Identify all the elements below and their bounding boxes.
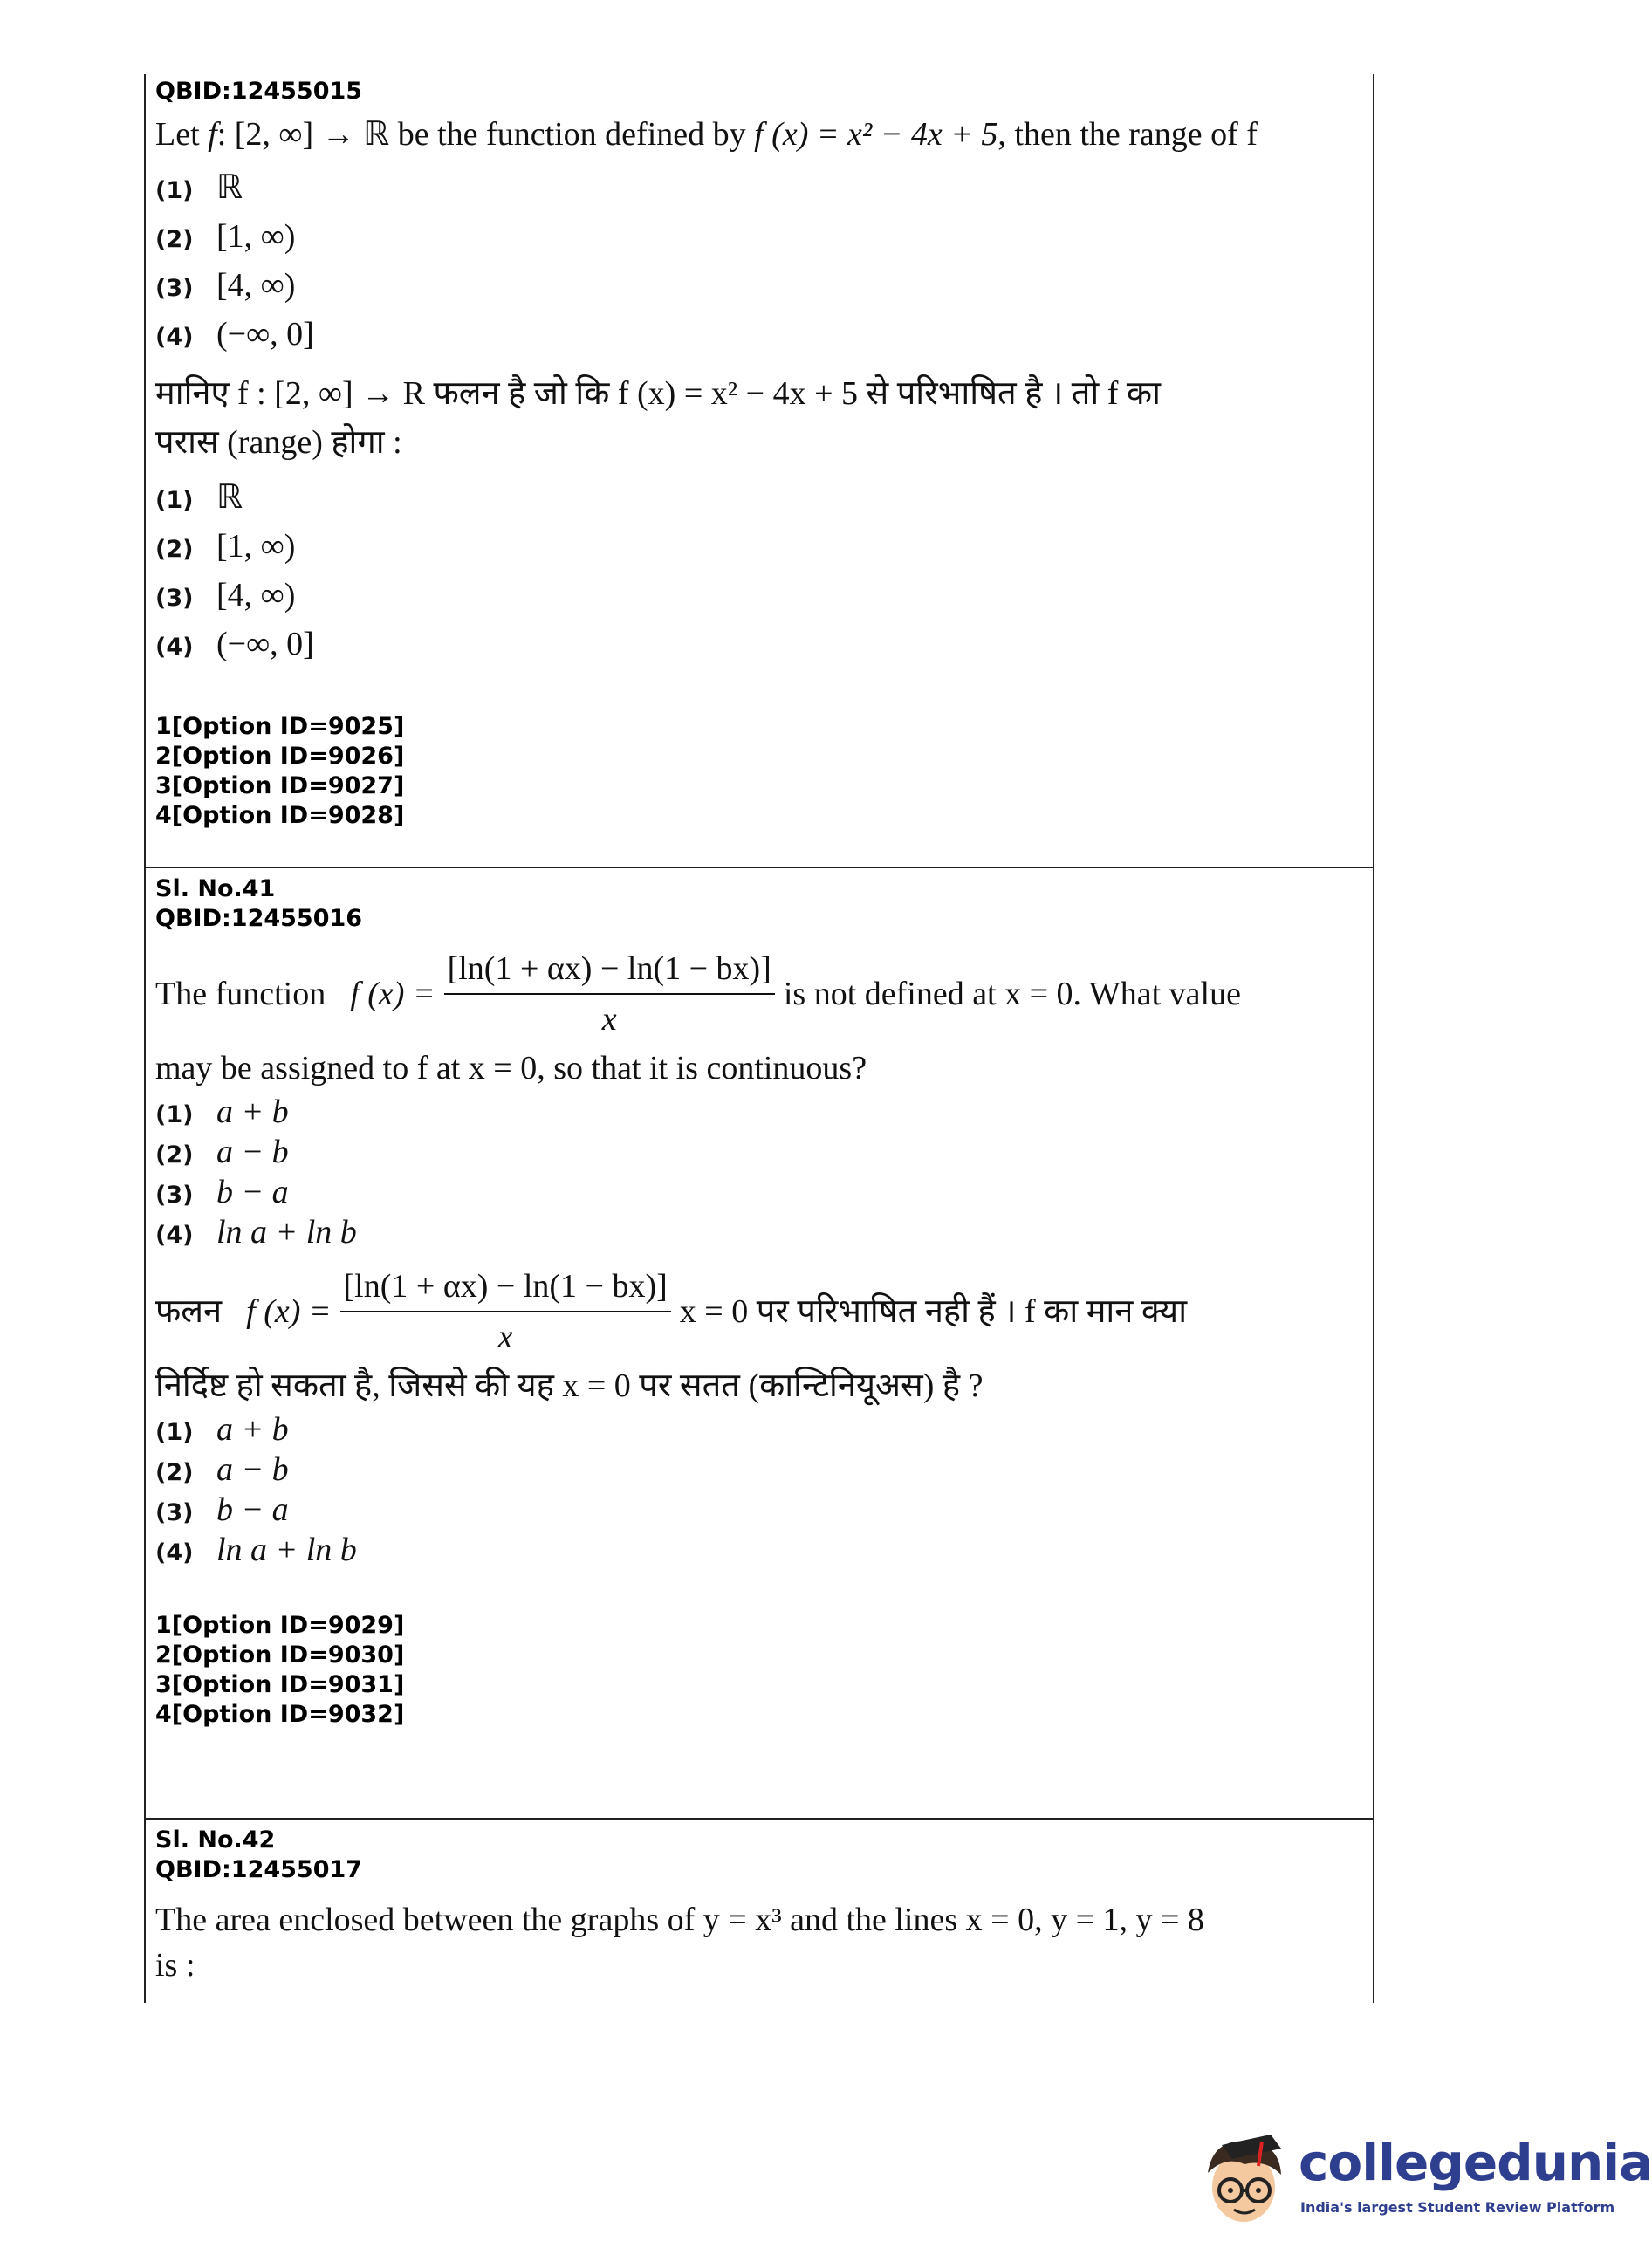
options-en [155, 168, 1360, 353]
answer-option [155, 1491, 1360, 1529]
answer-option [155, 576, 1360, 614]
option-text: a − b [216, 1451, 289, 1488]
option-text: b − a [216, 1491, 289, 1528]
mascot-icon [1196, 2129, 1292, 2234]
option-text: a + b [216, 1093, 289, 1130]
answer-option [155, 1093, 1360, 1131]
answer-option [155, 217, 1360, 256]
option-number: (4) [155, 634, 194, 661]
option-number: (4) [155, 1222, 194, 1249]
answer-option [155, 266, 1360, 305]
question-text-hi: मानिए f : [2, ∞] → R फलन है जो कि f (x) = x² − 4x + 5 से परिभाषित है । तो f का परास (range) होगा : [155, 375, 1161, 461]
option-text: ℝ [216, 169, 243, 206]
qbid-label: QBID:12455016 [155, 905, 363, 932]
option-number: (4) [155, 1539, 194, 1566]
question-40 [155, 77, 1360, 831]
option-number: (1) [155, 177, 194, 204]
option-id: 1[Option ID=9025] [155, 713, 405, 740]
answer-option [155, 477, 1360, 517]
logo-tagline: India's largest Student Review Platform [1300, 2199, 1615, 2216]
option-number: (3) [155, 1499, 194, 1526]
option-id: 2[Option ID=9026] [155, 743, 405, 770]
fraction: $\frac{[\ln(1 + \alpha x) - \ln(1 - bx)]}{x}$ [340, 1264, 671, 1360]
question-text-en: The area enclosed between the graphs of y = x³ and the lines x = 0, y = 1, y = 8 is : [155, 1902, 1204, 1984]
option-text: [1, ∞) [216, 218, 296, 255]
option-number: (2) [155, 226, 194, 253]
option-id: 3[Option ID=9031] [155, 1671, 405, 1698]
answer-option [155, 1531, 1360, 1569]
option-text: [4, ∞) [216, 577, 296, 613]
options-hi [155, 477, 1360, 663]
answer-option [155, 625, 1360, 663]
option-text: ln a + ln b [216, 1214, 357, 1251]
option-number: (3) [155, 585, 194, 612]
question-text-en-line2: may be assigned to f at x = 0, so that it is continuous? [155, 1050, 867, 1086]
option-text: [4, ∞) [216, 267, 296, 304]
collegedunia-logo [1196, 2129, 1652, 2234]
option-text: [1, ∞) [216, 528, 296, 565]
qbid-label: QBID:12455015 [155, 78, 363, 105]
qbid-label: QBID:12455017 [155, 1856, 363, 1883]
option-text: (−∞, 0] [216, 316, 314, 353]
options-hi [155, 1410, 1360, 1569]
question-text-hi: फलन f (x) = $\frac{[\ln(1 + \alpha x) - \ln(1 - bx)]}{x}$ x = 0 पर परिभाषित नही हैं । f का मान क्या [155, 1264, 1360, 1360]
option-number: (3) [155, 275, 194, 302]
options-en [155, 1093, 1360, 1251]
fraction: $\frac{[\ln(1 + \alpha x) - \ln(1 - bx)]}{x}$ [444, 946, 775, 1042]
answer-option [155, 1133, 1360, 1171]
logo-wordmark: collegedunia [1299, 2133, 1652, 2192]
option-id: 4[Option ID=9028] [155, 802, 405, 829]
answer-option [155, 1213, 1360, 1251]
row-divider [144, 867, 1373, 868]
option-text: a + b [216, 1411, 289, 1448]
option-number: (1) [155, 1419, 194, 1446]
question-text-en: Let f: [2, ∞] → ℝ be the function defined by f (x) = x² − 4x + 5, then the range of f [155, 116, 1258, 153]
option-number: (2) [155, 1141, 194, 1169]
option-id: 4[Option ID=9032] [155, 1701, 405, 1728]
serial-number: Sl. No.41 [155, 875, 276, 902]
option-number: (1) [155, 1101, 194, 1128]
answer-option [155, 1173, 1360, 1211]
serial-number: Sl. No.42 [155, 1826, 276, 1854]
answer-option [155, 1410, 1360, 1449]
answer-option [155, 1450, 1360, 1489]
question-42 [155, 1826, 1360, 1988]
answer-option [155, 315, 1360, 353]
question-text-en: The function f (x) = $\frac{[\ln(1 + \alpha x) - \ln(1 - bx)]}{x}$ is not defined at x = 0. What value [155, 946, 1360, 1042]
row-divider [144, 1818, 1373, 1820]
answer-option [155, 527, 1360, 565]
option-id-list [155, 1611, 1360, 1730]
option-text: ln a + ln b [216, 1532, 357, 1568]
answer-option [155, 168, 1360, 207]
question-41 [155, 874, 1360, 1730]
option-number: (1) [155, 487, 194, 514]
option-number: (3) [155, 1182, 194, 1209]
option-id-list [155, 712, 1360, 831]
option-id: 1[Option ID=9029] [155, 1612, 405, 1639]
option-text: b − a [216, 1174, 289, 1210]
question-text-hi-line2: निर्दिष्ट हो सकता है, जिससे की यह x = 0 पर सतत (कान्टिनियूअस) है ? [155, 1367, 984, 1404]
option-number: (2) [155, 536, 194, 563]
option-text: a − b [216, 1134, 289, 1170]
option-text: ℝ [216, 479, 243, 516]
option-number: (4) [155, 324, 194, 351]
option-id: 3[Option ID=9027] [155, 772, 405, 799]
option-id: 2[Option ID=9030] [155, 1641, 405, 1669]
option-number: (2) [155, 1459, 194, 1486]
option-text: (−∞, 0] [216, 626, 314, 662]
